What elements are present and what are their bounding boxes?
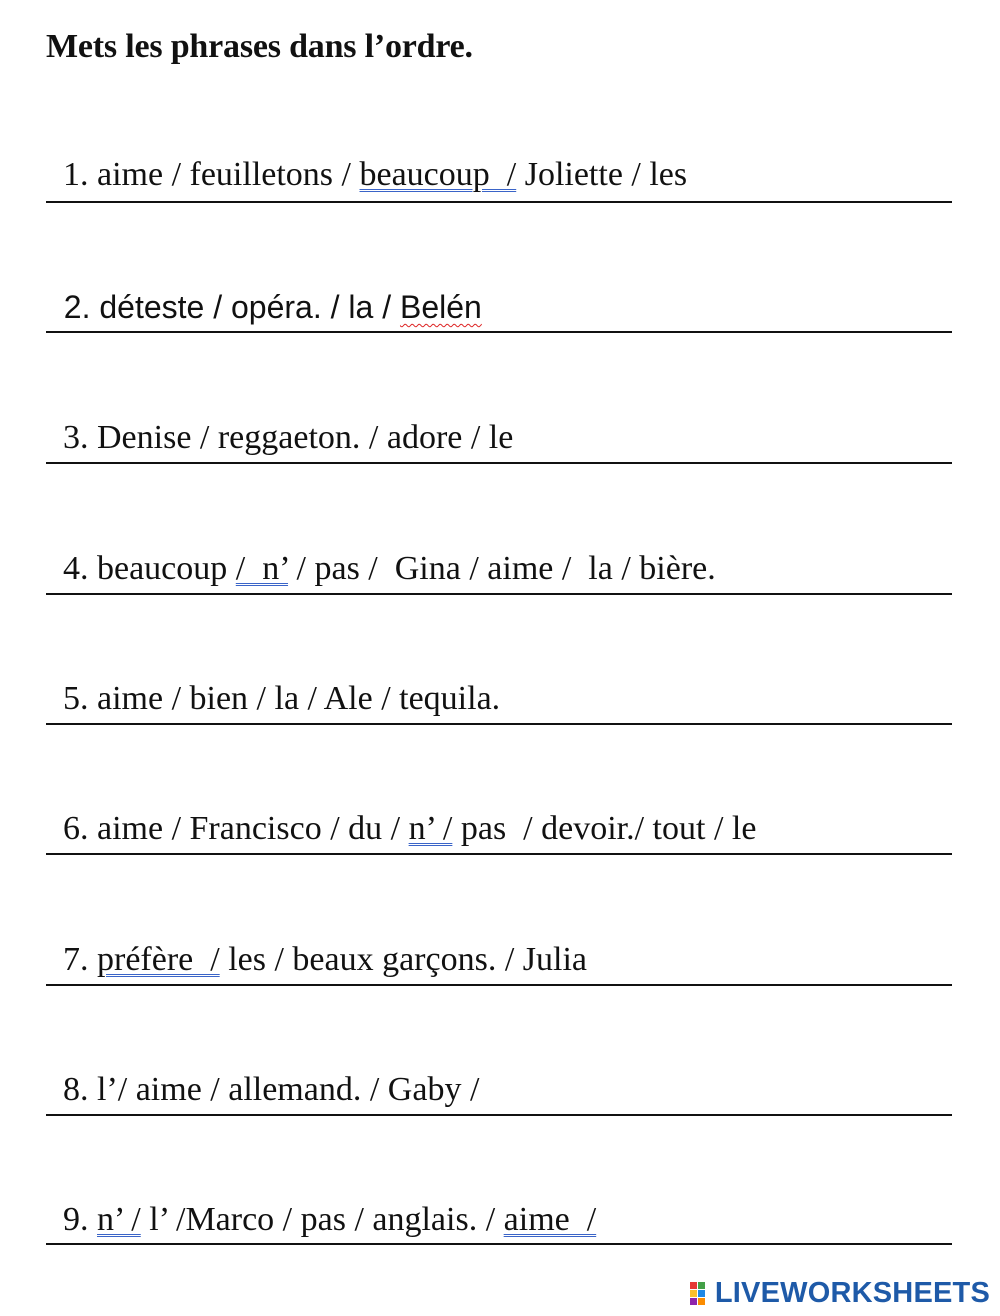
answer-line-3[interactable] <box>46 462 952 464</box>
liveworksheets-watermark <box>690 1277 990 1310</box>
item-number: 2. <box>63 289 91 325</box>
item-text: déteste / opéra. / la / <box>90 289 400 325</box>
answer-line-4[interactable] <box>46 593 952 595</box>
item-underlined-word: n’ / <box>97 1201 141 1238</box>
exercise-item-3 <box>46 381 513 457</box>
item-underlined-word: / n’ <box>235 550 289 587</box>
item-underlined-word: aime / <box>503 1201 597 1238</box>
page-title: Mets les phrases dans l’ordre. <box>46 28 473 65</box>
item-spellcheck-word: Belén <box>399 289 482 325</box>
answer-line-8[interactable] <box>46 1114 952 1116</box>
item-text <box>89 1201 98 1238</box>
item-text: aime / Francisco / du / <box>88 810 409 847</box>
item-text: l’ /Marco / pas / anglais. / <box>140 1201 504 1238</box>
item-underlined-word: préfère / <box>97 941 220 978</box>
item-number: 6. <box>63 810 89 847</box>
item-text: pas / devoir./ tout / le <box>452 810 757 847</box>
item-text: Joliette / les <box>516 156 688 193</box>
item-text: / pas / Gina / aime / la / bière. <box>288 550 716 587</box>
answer-line-5[interactable] <box>46 723 952 725</box>
exercise-item-7 <box>46 903 587 979</box>
watermark-text: LIVEWORKSHEETS <box>714 1277 990 1309</box>
item-underlined-word: beaucoup / <box>359 156 517 193</box>
answer-line-2[interactable] <box>46 331 952 333</box>
answer-line-1[interactable] <box>46 201 952 203</box>
item-number: 3. <box>63 419 89 456</box>
answer-line-9[interactable] <box>46 1243 952 1245</box>
item-text: aime / feuilletons / <box>88 156 360 193</box>
exercise-item-4 <box>46 512 716 588</box>
answer-line-6[interactable] <box>46 853 952 855</box>
item-text <box>89 941 98 978</box>
item-text: aime / bien / la / Ale / tequila. <box>88 680 501 717</box>
item-number: 5. <box>63 680 89 717</box>
exercise-item-6 <box>46 772 756 848</box>
exercise-item-9 <box>46 1163 596 1239</box>
exercise-item-1 <box>46 118 687 194</box>
item-text: Denise / reggaeton. / adore / le <box>88 419 514 456</box>
answer-line-7[interactable] <box>46 984 952 986</box>
exercise-item-5 <box>46 642 500 718</box>
item-number: 1. <box>63 156 89 193</box>
item-text: les / beaux garçons. / Julia <box>219 941 587 978</box>
item-text: l’/ aime / allemand. / Gaby / <box>88 1071 480 1108</box>
item-number: 7. <box>63 941 89 978</box>
item-number: 8. <box>63 1071 89 1108</box>
exercise-item-2 <box>46 252 482 326</box>
item-number: 4. <box>63 550 89 587</box>
exercise-item-8 <box>46 1033 479 1109</box>
item-text: beaucoup <box>88 550 236 587</box>
liveworksheets-logo-icon <box>690 1282 712 1306</box>
item-underlined-word: n’ / <box>408 810 453 847</box>
item-number: 9. <box>63 1201 89 1238</box>
